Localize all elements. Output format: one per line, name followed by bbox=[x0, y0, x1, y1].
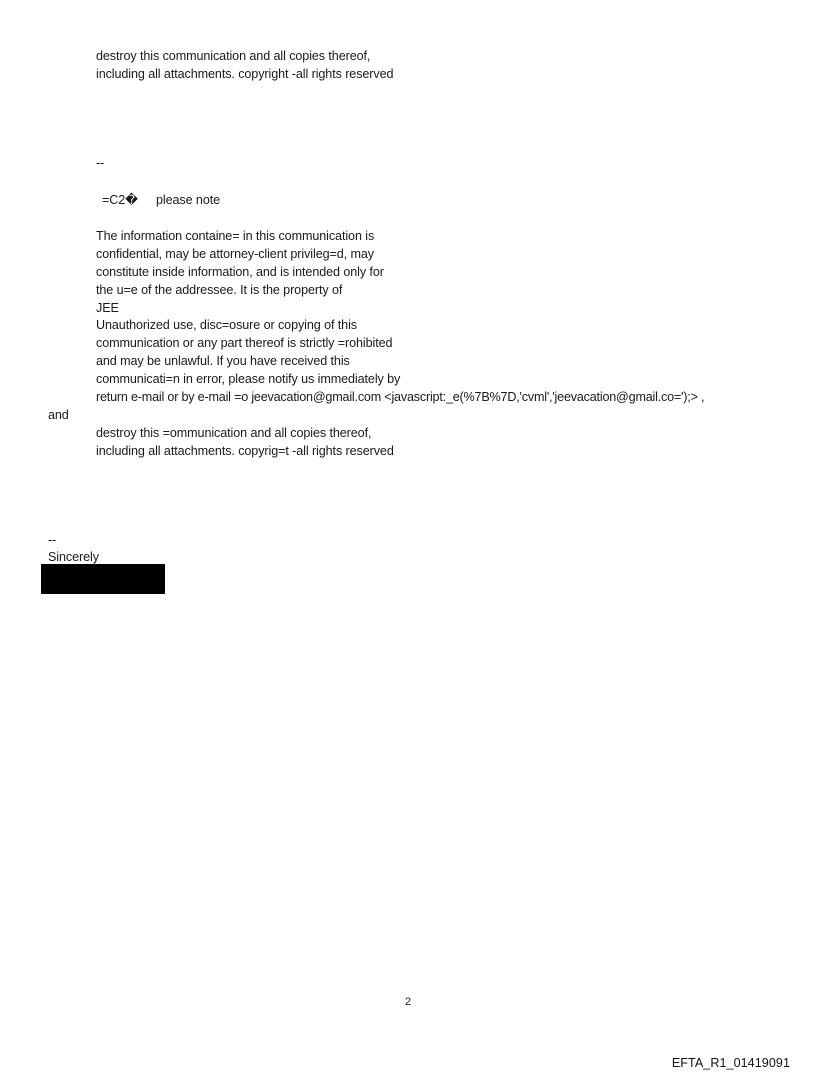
redaction-box bbox=[41, 564, 165, 594]
page-number: 2 bbox=[404, 996, 412, 1008]
separator-dashes-2: -- bbox=[48, 533, 57, 547]
bates-number: EFTA_R1_01419091 bbox=[671, 1056, 790, 1070]
block2-line7: communication or any part thereof is strictly =rohibited bbox=[96, 336, 393, 350]
block2-line2: confidential, may be attorney-client privileg=d, may bbox=[96, 247, 374, 261]
block2-line6: Unauthorized use, disc=osure or copying of this bbox=[96, 318, 357, 332]
block2-line1: The information containe= in this communication is bbox=[96, 229, 375, 243]
note-marker: =C2� bbox=[102, 193, 138, 207]
block2-line10: return e-mail or by e-mail =o jeevacation@gmail.com <javascript:_e(%7B%7D,'cvml','jeevacation@gmail.co=');> , bbox=[96, 390, 705, 404]
closing-text: Sincerely bbox=[48, 550, 99, 564]
block2-line4: the u=e of the addressee. It is the property of bbox=[96, 283, 343, 297]
block2-line12: destroy this =ommunication and all copies thereof, bbox=[96, 426, 372, 440]
separator-dashes: -- bbox=[96, 156, 105, 170]
block1-line1: destroy this communication and all copies thereof, bbox=[96, 49, 371, 63]
block1-line2: including all attachments. copyright -all rights reserved bbox=[96, 67, 394, 81]
block2-line8: and may be unlawful. If you have received this bbox=[96, 354, 350, 368]
note-heading: please note bbox=[156, 193, 221, 207]
block2-line3: constitute inside information, and is intended only for bbox=[96, 265, 384, 279]
block2-line11: and bbox=[48, 408, 69, 422]
block2-line13: including all attachments. copyrig=t -all rights reserved bbox=[96, 444, 394, 458]
block2-line5: JEE bbox=[96, 301, 119, 315]
block2-line9: communicati=n in error, please notify us immediately by bbox=[96, 372, 401, 386]
